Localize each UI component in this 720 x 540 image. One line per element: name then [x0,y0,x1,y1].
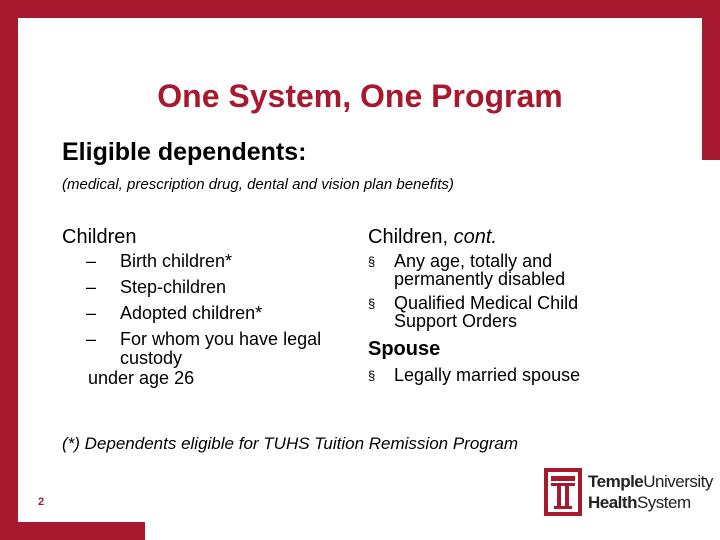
logo-system-text: System [636,493,691,512]
logo-health-text: Health [588,493,637,512]
logo-university-text: University [643,472,713,491]
page-number: 2 [38,496,45,508]
temple-logo [544,468,713,516]
list-item-text: For whom you have legal custody [120,329,322,368]
square-bullet-icon: § [368,254,376,269]
list-item-text: Legally married spouse [394,365,581,385]
list-item-text: Birth children* [120,251,233,271]
list-item [86,252,326,271]
list-item [86,304,326,323]
list-item [86,278,326,297]
dash-bullet: – [86,277,97,297]
square-bullet-icon: § [368,296,376,311]
children-list [86,252,326,375]
dash-bullet: – [86,329,97,349]
frame-bottom-tab [0,522,145,540]
eligible-dependents-heading: Eligible dependents: [62,138,307,166]
dash-bullet: – [86,251,97,271]
list-item [368,252,628,288]
list-item [86,330,326,368]
children-heading: Children [62,226,137,248]
list-item-text: Qualified Medical Child Support Orders [394,293,579,331]
spouse-list [368,366,628,390]
list-item [368,294,628,330]
logo-line-1 [588,471,713,492]
square-bullet-icon: § [368,368,376,383]
list-item [368,366,628,384]
list-item-text: Adopted children* [120,303,263,323]
list-item-text: Any age, totally and permanently disabled [394,251,566,289]
slide-title: One System, One Program [157,78,563,114]
logo-line-2 [588,492,713,513]
dash-bullet: – [86,303,97,323]
footnote: (*) Dependents eligible for TUHS Tuition Remission Program [62,434,519,453]
age-limit-text: under age 26 [88,368,195,388]
children-cont-heading-main: Children, [368,226,449,248]
children-cont-heading-cont: cont. [453,226,497,248]
temple-t-logo-icon [544,468,582,516]
list-item-text: Step-children [120,277,227,297]
children-cont-heading [368,226,497,249]
frame-top-bar [0,0,720,18]
children-cont-list [368,252,628,336]
logo-text [588,471,713,513]
logo-temple-text: Temple [588,472,644,491]
benefits-note: (medical, prescription drug, dental and vision plan benefits) [62,176,454,193]
spouse-heading: Spouse [368,338,441,360]
